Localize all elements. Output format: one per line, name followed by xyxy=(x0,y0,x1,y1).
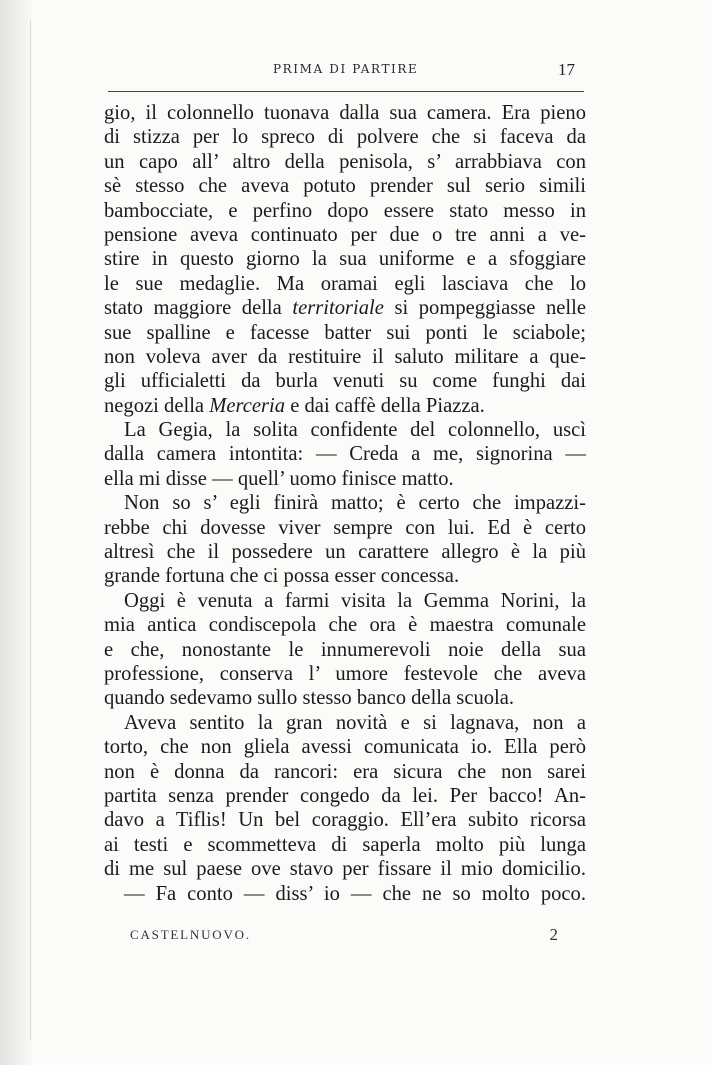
text-line: grande fortuna che ci possa esser concessa. xyxy=(104,565,460,588)
text-line: Oggi è venuta a farmi visita la Gemma Norini, la xyxy=(124,589,586,612)
text-line: Aveva sentito la gran novità e si lagnava, non a xyxy=(124,711,586,734)
text-line: sè stesso che aveva potuto prender sul serio simili xyxy=(104,175,586,198)
text-line: gio, il colonnello tuonava dalla sua camera. Era pieno xyxy=(104,102,586,124)
signature-line xyxy=(130,925,570,947)
text-line: quando sedevamo sullo stesso banco della scuola. xyxy=(104,687,515,710)
text-line: — Fa conto — diss’ io — che ne so molto poco. xyxy=(124,882,586,905)
running-title: PRIMA DI PARTIRE xyxy=(273,62,419,76)
text-line: partita senza prender congedo da lei. Per bacco! An- xyxy=(104,784,586,807)
page-spine-shadow xyxy=(0,0,34,1065)
text-line: professione, conserva l’ umore festevole che aveva xyxy=(104,662,586,685)
text-line: ai testi e scommetteva di saperla molto più lunga xyxy=(104,833,586,856)
page-number: 17 xyxy=(558,60,575,79)
text-line: torto, che non gliela avessi comunicata io. Ella però xyxy=(104,736,586,759)
text-line: di me sul paese ove stavo per fissare il mio domicilio. xyxy=(104,858,586,881)
text-line: sue spalline e facesse batter sui ponti le sciabole; xyxy=(104,321,586,344)
header-rule xyxy=(108,91,584,92)
italic-term: Merceria xyxy=(209,394,286,417)
text-segment: e dai caffè della Piazza. xyxy=(285,394,485,417)
text-line: gli ufficialetti da burla venuti su come funghi dai xyxy=(104,370,586,393)
body-text xyxy=(104,101,586,906)
text-line xyxy=(104,296,586,320)
signature-number: 2 xyxy=(549,925,558,944)
text-line: bambocciate, e perfino dopo essere stato messo in xyxy=(104,199,586,222)
text-line: mia antica condiscepola che ora è maestra comunale xyxy=(104,614,586,637)
text-line: di stizza per lo spreco di polvere che si faceva da xyxy=(104,126,586,149)
italic-term: territoriale xyxy=(292,297,384,320)
text-line: non voleva aver da restituire il saluto militare a que- xyxy=(104,345,586,368)
running-head xyxy=(105,60,585,82)
text-line: un capo all’ altro della penisola, s’ arrabbiava con xyxy=(104,150,586,173)
text-line: La Gegia, la solita confidente del colonnello, uscì xyxy=(124,419,586,442)
text-segment: stato maggiore della xyxy=(104,297,293,320)
text-line: davo a Tiflis! Un bel coraggio. Ell’era subito ricorsa xyxy=(104,809,586,832)
text-line: Non so s’ egli finirà matto; è certo che impazzi- xyxy=(124,492,586,515)
text-line: rebbe chi dovesse viver sempre con lui. Ed è certo xyxy=(104,516,586,539)
text-line: dalla camera intontita: — Creda a me, signorina — xyxy=(104,443,586,466)
text-line: le sue medaglie. Ma oramai egli lasciava che lo xyxy=(104,272,586,295)
text-line: pensione aveva continuato per due o tre anni a ve- xyxy=(104,223,586,246)
text-segment: si pompeggiasse nelle xyxy=(383,297,586,320)
text-line: altresì che il possedere un carattere allegro è la più xyxy=(104,541,586,564)
page-spine-edge xyxy=(30,20,31,1040)
signature-mark: CASTELNUOVO. xyxy=(130,927,251,942)
text-line xyxy=(104,394,586,418)
text-line: e che, nonostante le innumerevoli noie della sua xyxy=(104,638,586,661)
text-line: non è donna da rancori: era sicura che non sarei xyxy=(104,760,586,783)
text-line: stire in questo giorno la sua uniforme e a sfoggiare xyxy=(104,248,586,271)
text-line: ella mi disse — quell’ uomo finisce matto. xyxy=(104,467,454,490)
text-segment: negozi della xyxy=(104,394,210,417)
